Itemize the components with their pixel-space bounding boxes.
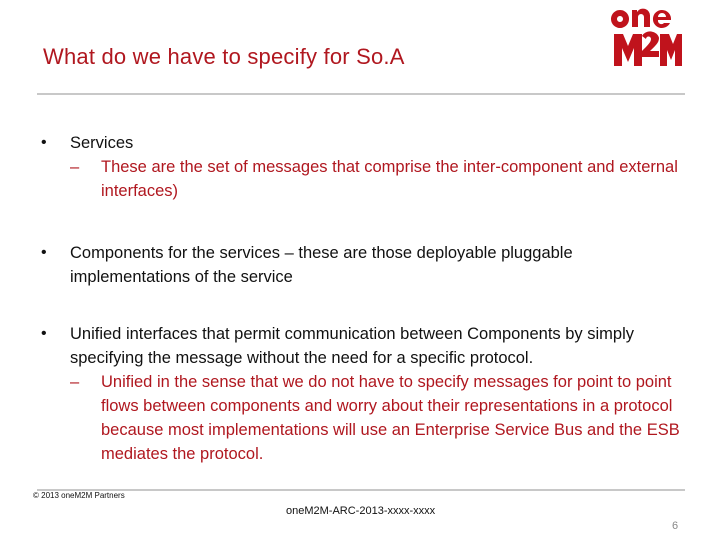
document-id: oneM2M-ARC-2013-xxxx-xxxx xyxy=(286,505,436,517)
bullet-marker: • xyxy=(41,134,47,151)
onem2m-logo xyxy=(610,6,682,70)
bullet-item xyxy=(41,131,680,203)
copyright-text: © 2013 oneM2M Partners xyxy=(33,491,125,500)
bullet-marker: • xyxy=(41,325,47,342)
header-divider xyxy=(37,93,685,95)
bullet-item xyxy=(41,322,680,466)
sub-bullet-text: These are the set of messages that comprise the inter-component and external interfaces) xyxy=(101,158,678,200)
dash-marker: – xyxy=(70,158,80,176)
dash-marker: – xyxy=(70,373,80,391)
slide-title: What do we have to specify for So.A xyxy=(43,44,405,69)
bullet-item xyxy=(41,241,680,289)
bullet-text: Components for the services – these are those deployable pluggable implementations of the service xyxy=(70,244,573,286)
sub-bullet-item xyxy=(70,155,680,203)
bullet-text: Unified interfaces that permit communication between Components by simply specifying the message without the need for a specific protocol. xyxy=(70,325,635,367)
sub-bullet-item xyxy=(70,370,680,466)
page-number: 6 xyxy=(672,520,679,532)
footer-divider xyxy=(37,489,685,491)
bullet-text: Services xyxy=(70,134,134,152)
bullet-marker: • xyxy=(41,244,47,261)
sub-bullet-text: Unified in the sense that we do not have to specify messages for point to point flows between components and worry about their representations in a protocol because most implementations will use an Enterprise Service Bus and the ESB mediates the protocol. xyxy=(101,373,680,463)
